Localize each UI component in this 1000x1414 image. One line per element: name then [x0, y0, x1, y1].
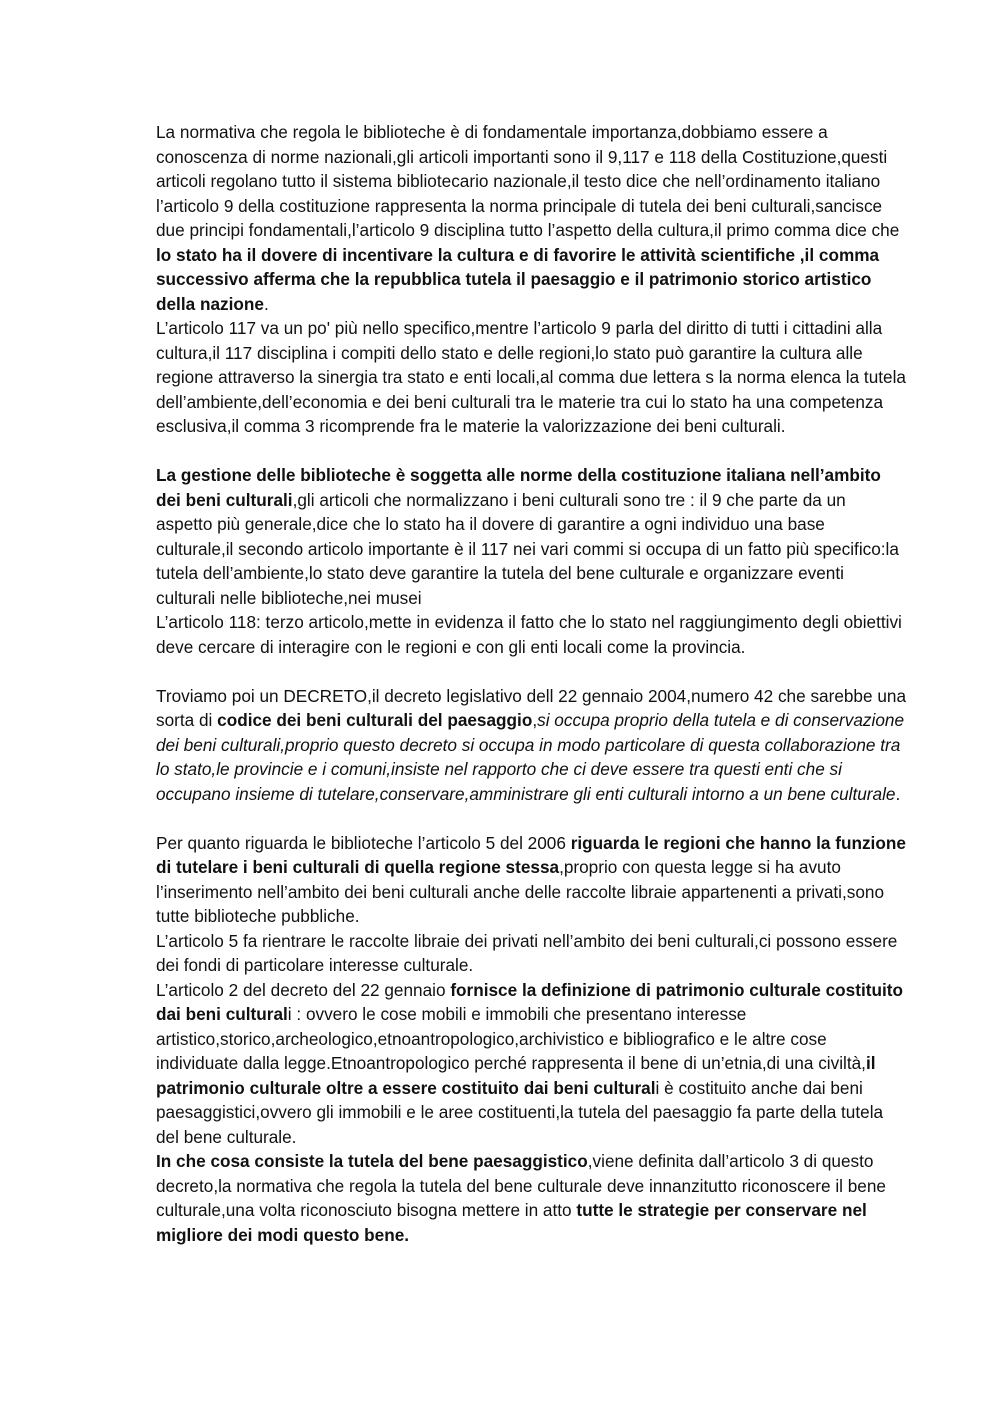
body-text: . [895, 783, 901, 804]
paragraph-p1 [156, 120, 906, 316]
body-text: Per quanto riguarda le biblioteche l’articolo 5 del 2006 [156, 832, 571, 853]
body-text: ,viene definita dall’articolo 3 di questo decreto,la normativa che regola la tutela del bene culturale deve innanzitutto riconoscere il bene culturale,una volta riconosciuto bisogna mettere in atto [156, 1151, 886, 1220]
paragraph-p3 [156, 463, 906, 610]
body-text: , [532, 710, 538, 730]
paragraph-p4 [156, 610, 906, 659]
body-text: La normativa che regola le biblioteche è di fondamentale importanza,dobbiamo essere a conoscenza di norme nazionali,gli articoli importanti sono il 9,117 e 118 della Costituzione,questi articoli regolano tutto il sistema bibliotecario nazionale,il testo dice che nell’ordinamento italiano l’articolo 9 della costituzione rappresenta la norma principale di tutela dei beni culturali,sancisce due principi fondamentali,l’articolo 9 disciplina tutto l’aspetto della cultura,il primo comma dice che [156, 122, 900, 240]
body-text: L’articolo 5 fa rientrare le raccolte libraie dei privati nell’ambito dei beni culturali,ci possono essere dei fondi di particolare interesse culturale. [156, 930, 898, 975]
paragraph-p8 [156, 978, 906, 1150]
bold-text: il patrimonio culturale oltre a essere costituito dai beni cultural [156, 1053, 876, 1098]
body-text: L’articolo 2 del decreto del 22 gennaio [156, 979, 451, 1000]
paragraph-p6 [156, 831, 906, 929]
paragraph-p9 [156, 1149, 906, 1247]
italic-text: si occupa proprio della tutela e di conservazione dei beni culturali,proprio questo decreto si occupa in modo particolare di questa collaborazione tra lo stato,le provincie e i comuni,insiste nel rapporto che ci deve essere tra questi enti che si occupano insieme di tutelare,conservare,amministrare gli enti culturali intorno a un bene culturale [156, 710, 904, 804]
body-text: Troviamo poi un DECRETO,il decreto legislativo dell 22 gennaio 2004,numero 42 che sarebbe una sorta di [156, 685, 907, 730]
body-text: i : ovvero le cose mobili e immobili che presentano interesse artistico,storico,archeologico,etnoantropologico,archivistico e bibliografico e le altre cose individuate dalla legge.Etnoantropologico perché rappresenta il bene di un’etnia,di una civiltà, [156, 1004, 866, 1073]
document-body [156, 120, 906, 1247]
bold-text: tutte le strategie per conservare nel migliore dei modi questo bene. [156, 1200, 867, 1245]
bold-text: fornisce la definizione di patrimonio culturale costituito dai beni cultural [156, 979, 903, 1024]
bold-text: codice dei beni culturali del paesaggio [217, 710, 533, 730]
bold-text: La gestione delle biblioteche è soggetta alle norme della costituzione italiana nell’ambito dei beni culturali [156, 465, 881, 510]
paragraph-spacer [156, 439, 906, 464]
paragraph-spacer [156, 806, 906, 831]
body-text: ,gli articoli che normalizzano i beni culturali sono tre : il 9 che parte da un aspetto più generale,dice che lo stato ha il dovere di garantire a ogni individuo una base culturale,il secondo articolo importante è il 117 nei vari commi si occupa di un fatto più specifico:la tutela dell’ambiente,lo stato deve garantire la tutela del bene culturale e organizzare eventi culturali nelle biblioteche,nei musei [156, 489, 899, 608]
paragraph-spacer [156, 659, 906, 684]
bold-text: In che cosa consiste la tutela del bene paesaggistico [156, 1151, 588, 1171]
paragraph-p5 [156, 684, 906, 807]
paragraph-p2 [156, 316, 906, 439]
body-text: L’articolo 117 va un po' più nello specifico,mentre l’articolo 9 parla del diritto di tutti i cittadini alla cultura,il 117 disciplina i compiti dello stato e delle regioni,lo stato può garantire la cultura alle regione attraverso la sinergia tra stato e enti locali,al comma due lettera s la norma elenca la tutela dell’ambiente,dell’economia e dei beni culturali tra le materie tra cui lo stato ha una competenza esclusiva,il comma 3 ricomprende fra le materie la valorizzazione dei beni culturali. [156, 318, 906, 436]
body-text: ,proprio con questa legge si ha avuto l’inserimento nell’ambito dei beni culturali anche delle raccolte libraie appartenenti a privati,sono tutte biblioteche pubbliche. [156, 857, 885, 926]
body-text: L’articolo 118: terzo articolo,mette in evidenza il fatto che lo stato nel raggiungimento degli obiettivi deve cercare di interagire con le regioni e con gli enti locali come la provincia. [156, 612, 902, 657]
body-text: i è costituito anche dai beni paesaggistici,ovvero gli immobili e le aree costituenti,la tutela del paesaggio fa parte della tutela del bene culturale. [156, 1077, 884, 1147]
body-text: . [263, 293, 269, 314]
paragraph-p7 [156, 929, 906, 978]
bold-text: lo stato ha il dovere di incentivare la cultura e di favorire le attività scientifiche ,il comma successivo afferma che la repubblica tutela il paesaggio e il patrimonio storico artistico della nazione [156, 244, 880, 314]
bold-text: riguarda le regioni che hanno la funzione di tutelare i beni culturali di quella regione stessa [156, 832, 906, 877]
